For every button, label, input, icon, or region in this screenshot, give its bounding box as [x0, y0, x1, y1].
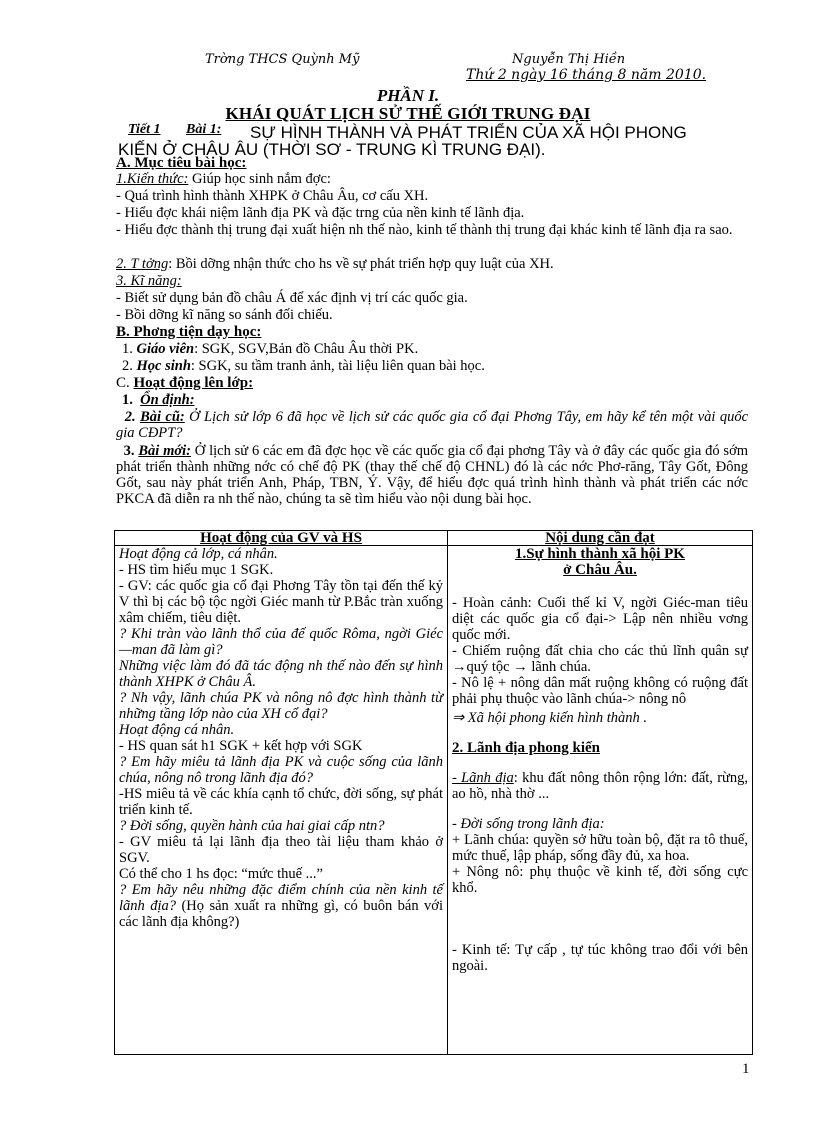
student-materials-text: : SGK, su tầm tranh ảnh, tài liệu liên quan bài học.: [190, 358, 485, 374]
lesson-title-line1: SỰ HÌNH THÀNH VÀ PHÁT TRIỂN CỦA XÃ HỘI PHONG: [250, 123, 687, 142]
attitude-label: 2. T tởng: [116, 256, 169, 272]
section-b-heading: B. Phơng tiện dạy học:: [116, 324, 262, 340]
knowledge-line: [116, 171, 748, 187]
lesson-title-line2: KIẾN Ở CHÂU ÂU (THỜI SƠ - TRUNG KÌ TRUNG ĐẠI).: [118, 140, 546, 159]
attitude-text: : Bồi dỡng nhận thức cho hs về sự phát triển hợp quy luật của XH.: [168, 256, 554, 272]
activity-line: - HS tìm hiểu mục 1 SGK.: [119, 562, 274, 578]
knowledge-item-1: - Quá trình hình thành XHPK ở Châu Âu, cơ cấu XH.: [116, 188, 429, 204]
col-activities-header: Hoạt động của GV và HS: [115, 531, 448, 546]
lesson-table: [114, 530, 753, 1055]
content-line: - Hoàn cảnh: Cuối thế kỉ V, ngời Giéc-man tiêu diệt các quốc gia cổ đại-> Lập nên nhiều vơng quốc mới.: [452, 595, 748, 643]
knowledge-item-3: - Hiểu đợc thành thị trung đại xuất hiện nh thế nào, kinh tế thành thị trung đại khác kinh tế lãnh địa ra sao.: [116, 222, 733, 238]
activity-question: ? Khi tràn vào lãnh thổ của đế quốc Rôma, ngời Giéc —man đã làm gì?: [119, 626, 443, 658]
skills-label: 3. Kĩ năng:: [116, 273, 182, 289]
step-2-text: Ở Lịch sử lớp 6 đã học về lịch sử các quốc gia cổ đại Phơng Tây, em hãy kể tên một vài quốc gia CĐPT?: [116, 409, 749, 441]
attitude-line: [116, 256, 748, 272]
activity-question: [119, 882, 443, 930]
content-line: - Chiếm ruộng đất chia cho các thủ lĩnh quân sự →quý tộc → lãnh chúa.: [452, 643, 748, 675]
teacher-name: Nguyễn Thị Hiền: [512, 52, 626, 67]
step-2: 2. Bài cũ: Ở Lịch sử lớp 6 đã học về lịch sử các quốc gia cổ đại Phơng Tây, em hãy kể tên một vài quốc gia CĐPT?: [116, 409, 749, 441]
content-term-text: : khu đất nông thôn rộng lớn: đất, rừng, ao hồ, nhà thờ ...: [452, 770, 749, 802]
content-heading-1b: ở Châu Âu.: [563, 562, 637, 578]
section-c-title: Hoạt động lên lớp:: [133, 375, 254, 391]
knowledge-label: 1.Kiến thức:: [116, 171, 189, 187]
content-term: - Lãnh địa: [452, 770, 514, 786]
activity-line: Hoạt động cá nhân.: [119, 722, 235, 738]
activity-question: ? Em hãy miêu tả lãnh địa PK và cuộc sống của lãnh chúa, nông nô trong lãnh địa đó?: [119, 754, 443, 786]
teacher-materials: 1. Giáo viên: SGK, SGV,Bản đồ Châu Âu thời PK.: [122, 341, 419, 357]
teacher-materials-label: Giáo viên: [136, 341, 195, 357]
step-3-label: Bài mới:: [138, 443, 191, 459]
period-label: Tiết 1: [128, 122, 161, 137]
activity-line: Hoạt động cả lớp, cá nhân.: [119, 546, 278, 562]
activity-line: - HS quan sát h1 SGK + kết hợp với SGK: [119, 738, 363, 754]
col-content-header: Nội dung cần đạt: [448, 531, 753, 546]
content-heading-1: 1.Sự hình thành xã hội PK: [515, 546, 685, 562]
content-line: - Nô lệ + nông dân mất ruộng không có ruộng đất phải phụ thuộc vào lãnh chúa-> nông nô: [452, 675, 748, 707]
teacher-materials-text: : SGK, SGV,Bản đồ Châu Âu thời PK.: [194, 341, 419, 357]
page-number: 1: [742, 1061, 750, 1077]
content-line: + Nông nô: phụ thuộc về kinh tế, đời sống cực khổ.: [452, 864, 748, 896]
student-materials-label: Học sinh: [136, 358, 191, 374]
part-label: PHẦN I.: [376, 86, 440, 105]
activity-question: Những việc làm đó đã tác động nh thế nào đến sự hình thành XHPK ở Châu Â.: [119, 658, 443, 690]
content-conclusion: ⇒ Xã hội phong kiến hình thành .: [452, 710, 647, 726]
step-3: 3. Bài mới: Ở lịch sử 6 các em đã đợc học về các quốc gia cổ đại phơng Tây và ở đây các quốc gia đó sớm phát triển thành những nớc có chế độ PK (thay thế chế độ CHNL) đó là các nớc Phơ-răng, Tây Gốt, Đông Gốt, sau này phát triển Anh, Pháp, TBN, Ý. Vậy, để hiểu đợc quá trình hình thành và phát triển các nớc PKCA đã diễn ra nh thế nào, chúng ta sẽ tìm hiểu vào nội dung bài học.: [116, 443, 749, 507]
content-line: - Kinh tế: Tự cấp , tự túc không trao đổi với bên ngoài.: [452, 942, 748, 974]
activity-question: ? Đời sống, quyền hành của hai giai cấp ntn?: [119, 818, 385, 834]
activities-cell: [115, 546, 448, 1055]
step-2-label: Bài cũ:: [140, 409, 185, 425]
activity-question-text: ? Em hãy nêu những đặc điểm chính của nền kinh tế lãnh địa?: [119, 882, 443, 914]
activity-line: - GV miêu tả lại lãnh địa theo tài liệu tham khảo ở SGV.: [119, 834, 443, 866]
skills-item-1: - Biết sử dụng bản đồ châu Á để xác định vị trí các quốc gia.: [116, 290, 468, 306]
knowledge-intro: Giúp học sinh nắm đợc:: [188, 171, 331, 187]
lesson-date: Thứ 2 ngày 16 tháng 8 năm 2010.: [466, 67, 707, 83]
content-subheading: - Đời sống trong lãnh địa:: [452, 816, 605, 832]
student-materials: 2. Học sinh: SGK, su tầm tranh ảnh, tài liệu liên quan bài học.: [122, 358, 485, 374]
activity-line: - GV: các quốc gia cổ đại Phơng Tây tồn tại đến thế kỷ V thì bị các bộ tộc ngời Giéc manh từ P.Bắc tràn xuống xâm chiếm, tiêu diệt.: [119, 578, 443, 626]
skills-item-2: - Bồi dỡng kĩ năng so sánh đối chiếu.: [116, 307, 333, 323]
step-3-text: Ở lịch sử 6 các em đã đợc học về các quốc gia cổ đại phơng Tây và ở đây các quốc gia đó sớm phát triển thành những nớc có chế độ PK (thay thế chế độ CHNL) đó là các nớc Phơ-răng, Tây Gốt, Đông Gốt, sau này phát triển Anh, Pháp, TBN, Ý. Vậy, để hiểu đợc quá trình hình thành và phát triển các nớc PKCA đã diễn ra nh thế nào, chúng ta sẽ tìm hiểu vào nội dung bài học.: [116, 443, 749, 507]
table-row: [115, 546, 753, 1055]
part-title: KHÁI QUÁT LỊCH SỬ THẾ GIỚI TRUNG ĐẠI: [225, 104, 591, 123]
section-c-heading: [116, 375, 253, 392]
step-1-label: Ổn định:: [140, 392, 195, 408]
content-heading-2: 2. Lãnh địa phong kiến: [452, 740, 600, 756]
activity-question-note: (Họ sản xuất ra những gì, có buôn bán với các lãnh địa không?): [119, 898, 443, 930]
section-a-heading: A. Mục tiêu bài học:: [116, 155, 247, 171]
content-line: + Lãnh chúa: quyền sở hữu toàn bộ, đặt ra tô thuế, mức thuế, lập pháp, sống đầy đủ, xa hoa.: [452, 832, 748, 864]
content-line: [452, 770, 748, 802]
section-c-prefix: C.: [116, 375, 130, 391]
knowledge-item-2: - Hiểu đợc khái niệm lãnh địa PK và đặc trng của nền kinh tế lãnh địa.: [116, 205, 525, 221]
step-1: 1. Ổn định:: [122, 392, 195, 408]
activity-question: ? Nh vậy, lãnh chúa PK và nông nô đợc hình thành từ những tầng lớp nào của XH cổ đại?: [119, 690, 443, 722]
content-cell: [448, 546, 753, 1055]
activity-line: Có thể cho 1 hs đọc: “mức thuế ...”: [119, 866, 323, 882]
activity-line: -HS miêu tả về các khía cạnh tổ chức, đời sống, sự phát triển kinh tế.: [119, 786, 443, 818]
lesson-number: Bài 1:: [186, 122, 222, 137]
school-name: Trờng THCS Quỳnh Mỹ: [205, 52, 360, 67]
table-header-row: [115, 531, 753, 546]
